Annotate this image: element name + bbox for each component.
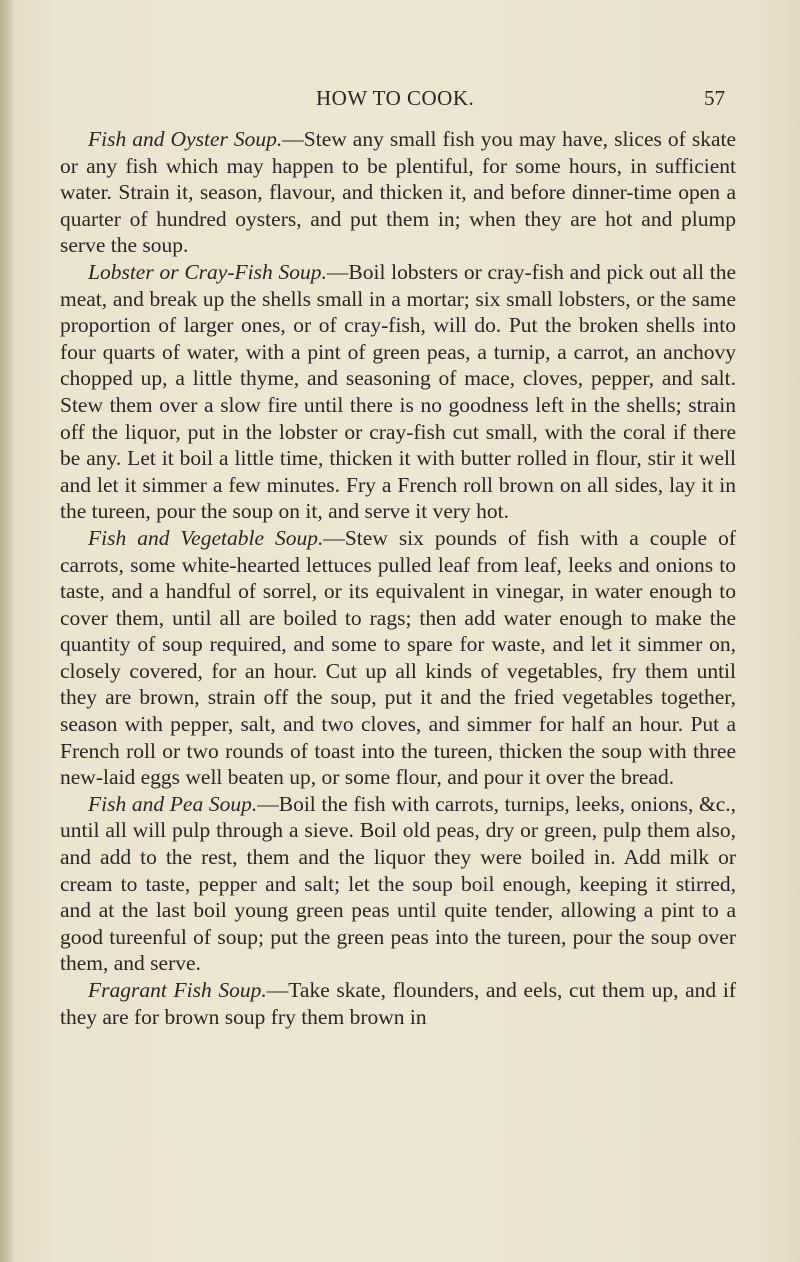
recipe-title: Lobster or Cray-Fish Soup.	[88, 259, 327, 284]
running-head: HOW TO COOK.	[316, 86, 475, 110]
recipe-title: Fish and Oyster Soup.	[88, 127, 283, 151]
gutter-shadow	[0, 0, 14, 1262]
recipe-text: —Stew any small fish you may have, slices of skate or any fish which may happen to be plentiful, for some hours, in sufficient water. Strain it, season, flavour, and thicken it, and before dinner-time open a quarter of hundred oysters, and put them in; when they are hot and plump serve the soup.	[60, 127, 736, 258]
recipe-text: —Take skate, flounders, and eels, cut them up, and if they are for brown soup fry them brown in	[60, 978, 736, 1029]
recipe-fragrant-fish-soup	[60, 977, 736, 1030]
recipe-text: —Stew six pounds of fish with a couple of carrots, some white-hearted lettuces pulled leaf from leaf, leeks and onions to taste, and a handful of sorrel, or its equivalent in vinegar, in water enough to cover them, until all are boiled to rags; then add water enough to make the quantity of soup required, and some to spare for waste, and let it simmer on, closely covered, for an hour. Cut up all kinds of vegetables, fry them until they are brown, strain off the soup, put it and the fried vegetables together, season with pepper, salt, and two cloves, and simmer for half an hour. Put a French roll or two rounds of toast into the tureen, thicken the soup with three new-laid eggs well beaten up, or some flour, and pour it over the bread.	[60, 525, 736, 790]
recipe-fish-and-vegetable-soup	[60, 525, 736, 791]
recipe-fish-and-oyster-soup	[60, 126, 736, 259]
page-header	[0, 86, 800, 116]
recipe-text: —Boil the fish with carrots, turnips, leeks, onions, &c., until all will pulp through a sieve. Boil old peas, dry or green, pulp them also, and add to the rest, them and the liquor they were boiled in. Add milk or cream to taste, pepper and salt; let the soup boil enough, keeping it stirred, and at the last boil young green peas until quite tender, allowing a pint to a good tureenful of soup; put the green peas into the tureen, pour the soup over them, and serve.	[60, 791, 736, 976]
page-number: 57	[704, 86, 725, 110]
recipe-lobster-or-cray-fish-soup	[60, 259, 736, 525]
recipe-fish-and-pea-soup	[60, 791, 736, 977]
recipe-title: Fish and Vegetable Soup.	[88, 525, 324, 550]
recipe-text: —Boil lobsters or cray-fish and pick out all the meat, and break up the shells small in a mortar; six small lobsters, or the same proportion of larger ones, or of cray-fish, will do. Put the broken shells into four quarts of water, with a pint of green peas, a turnip, a carrot, an anchovy chopped up, a little thyme, and seasoning of mace, cloves, pepper, and salt. Stew them over a slow fire until there is no goodness left in the shells; strain off the liquor, put in the lobster or cray-fish cut small, with the coral if there be any. Let it boil a little time, thicken it with butter rolled in flour, stir it well and let it simmer a few minutes. Fry a French roll brown on all sides, lay it in the tureen, pour the soup on it, and serve it very hot.	[60, 259, 736, 524]
page-body	[60, 126, 736, 1030]
recipe-title: Fish and Pea Soup.	[88, 791, 258, 816]
recipe-title: Fragrant Fish Soup.	[88, 978, 267, 1002]
